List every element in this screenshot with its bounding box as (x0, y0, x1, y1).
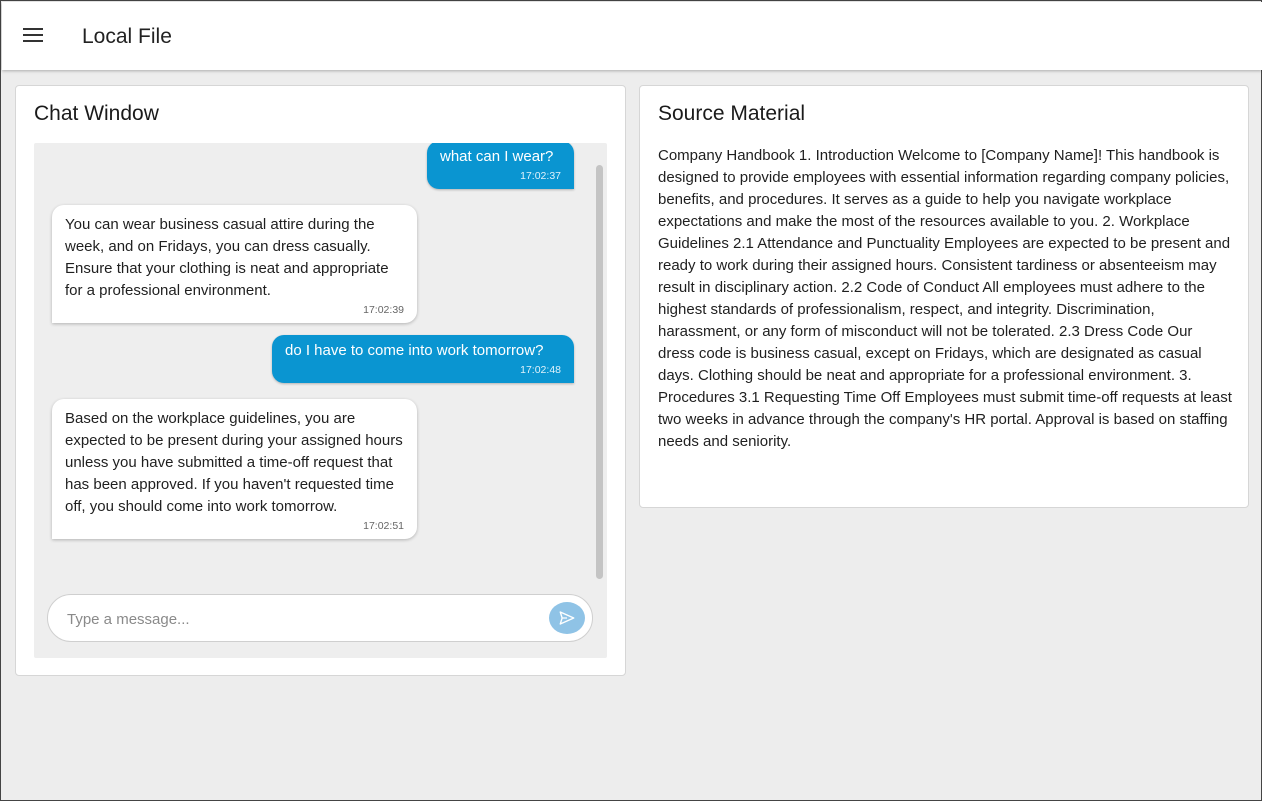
message-list-scrollbar[interactable] (596, 165, 603, 579)
hamburger-menu-icon[interactable] (23, 28, 43, 44)
message-list[interactable] (34, 143, 607, 580)
message-text: Based on the workplace guidelines, you are expected to be present during your assigned hours unless you have submitted a time-off request that has been approved. If you haven't requested time off, you should come into work tomorrow. (65, 410, 403, 515)
message-text: do I have to come into work tomorrow? (285, 342, 544, 359)
source-material-title: Source Material (658, 102, 806, 125)
assistant-message (52, 399, 417, 539)
message-text: You can wear business casual attire during the week, and on Fridays, you can dress casually. Ensure that your clothing is neat and appropriate for a professional environment. (65, 216, 389, 299)
message-timestamp: 17:02:48 (520, 364, 561, 376)
message-timestamp: 17:02:39 (363, 304, 404, 316)
chat-area (34, 143, 607, 658)
chat-window-title: Chat Window (34, 102, 159, 125)
assistant-message (52, 205, 417, 323)
send-button[interactable] (549, 602, 585, 634)
source-material-card (639, 85, 1249, 508)
app-bar (2, 2, 1262, 70)
message-timestamp: 17:02:51 (363, 520, 404, 532)
source-material-text: Company Handbook 1. Introduction Welcome to [Company Name]! This handbook is designed to provide employees with essential information regarding company policies, benefits, and procedures. It serves as a guide to help you navigate workplace expectations and make the most of the resources available to you. 2. Workplace Guidelines 2.1 Attendance and Punctuality Employees are expected to be present and ready to work during their assigned hours. Consistent tardiness or absenteeism may result in disciplinary action. 2.2 Code of Conduct All employees must adhere to the highest standards of professionalism, respect, and integrity. Discrimination, harassment, or any form of misconduct will not be tolerated. 2.3 Dress Code Our dress code is business casual, except on Fridays, which are designated as casual days. Clothing should be neat and appropriate for a professional environment. 3. Procedures 3.1 Requesting Time Off Employees must submit time-off requests at least two weeks in advance through the company's HR portal. Approval is based on staffing needs and seniority. (658, 147, 1232, 450)
chat-window-card (15, 85, 626, 676)
message-input-box (47, 594, 593, 642)
message-text: what can I wear? (440, 148, 554, 165)
send-icon (558, 609, 576, 627)
message-input[interactable] (65, 607, 529, 631)
message-timestamp: 17:02:37 (520, 170, 561, 182)
user-message (272, 335, 574, 383)
user-message (427, 143, 574, 189)
app-title: Local File (82, 25, 172, 48)
